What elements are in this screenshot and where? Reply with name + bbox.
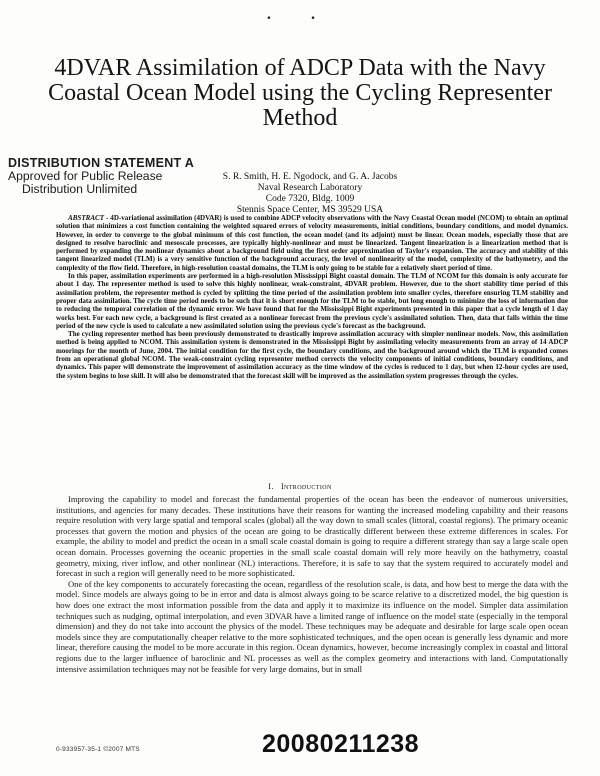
- title-line: 4DVAR Assimilation of ADCP Data with the Navy: [54, 55, 546, 81]
- distribution-unlimited: Distribution Unlimited: [22, 182, 138, 196]
- distribution-heading: DISTRIBUTION STATEMENT A: [8, 156, 195, 170]
- abstract-label: ABSTRACT: [68, 214, 105, 222]
- abstract-text: - 4D-variational assimilation (4DVAR) is used to combine ADCP velocity observations with the Navy Coastal Ocean model (NCOM) to obtain an optimal solution that minimizes a cost function containing the weighted squared errors of velocity measurements, initial conditions, boundary conditions, and model dynamics. However, in order to converge to the global minimum of this cost function, the ocean model (and its adjoint) must be linear. Ocean models, especially those that are designed to resolve baroclinic and mesoscale processes, are typically highly-nonlinear and must be linearized. Tangent linearization is a linearization method that is performed by expanding the nonlinear dynamics about a background field using the first order approximation of Taylor's expansion. The accuracy and stability of this tangent linearized model (TLM) is a very sensitive function of the background accuracy, the level of nonlinearity of the model, complexity of the bathymetry, and the complexity of the flow field. Therefore, in high-resolution coastal domains, the TLM is only going to be stable for a relatively short period of time.: [56, 214, 568, 272]
- abstract-paragraph: In this paper, assimilation experiments are performed in a high-resolution Mississippi Bight coastal domain. The TLM of NCOM for this domain is only accurate for about 1 day. The representer method is used to solve this highly nonlinear, weak-constraint, 4DVAR problem. However, due to the short stability time period of this assimilation problem, the representer method is cycled by splitting the time period of the assimilation problem into smaller cycles, therefore ensuring TLM stability and proper data assimilation. The cycle time period needs to be such that it is short enough for the TLM to be stable, but long enough to minimize the loss of information due to reducing the temporal correlation of the dynamic error. We have found that for the Mississippi Bight experiments presented in this paper that a cycle length of 1 day works best. For each new cycle, a background is first created as a nonlinear forecast from the previous cycle's assimilated solution. Then, data that falls within the time period of the new cycle is used to calculate a new assimilated solution using the previous cycle's forecast as the background.: [56, 272, 568, 330]
- abstract-paragraph: [56, 214, 568, 272]
- abstract-paragraph: The cycling representer method has been previously demonstrated to drastically improve assimilation accuracy with simpler nonlinear models. Now, this assimilation method is being applied to NCOM. This assimilation system is demonstrated in the Mississippi Bight by assimilating velocity measurements from an array of 14 ADCP moorings for the month of June, 2004. The initial condition for the first cycle, the boundary conditions, and the background around which the TLM is expanded comes from an operational global NCOM. The weak-constraint cycling representer method corrects the velocity components of initial conditions, boundary conditions, and dynamics. This paper will demonstrate the improvement of assimilation accuracy as the time window of the cycles is reduced to 1 day, but when 12-hour cycles are used, the system begins to lose skill. It will also be demonstrated that the forecast skill will be improved as the assimilation system progresses through the cycles.: [56, 330, 568, 380]
- section-title: Introduction: [280, 482, 332, 491]
- body-paragraph: Improving the capability to model and forecast the fundamental properties of the ocean has been the endeavor of numerous universities, institutions, and agencies for many decades. These institutions have their reasons for wanting the increased modeling capability and their reasons require resolution with very large spatial and temporal scales (global) all the way down to small scales (littoral, coastal regions). The primary oceanic processes that govern the motion and physics of the ocean are going to be drastically different between these extreme differences in scales. For example, the ability to model and predict the ocean in a small scale coastal domain is going to require a different strategy than say a large scale open ocean domain. Processes governing the oceanic properties in the small scale coastal domain will rely more heavily on the bathymetry, coastal geometry, mixing, river inflow, and other nonlinear (NL) interactions. Therefore, it is safe to say that the system required to accurately model and forecast in such a region will generally need to be more sophisticated.: [56, 494, 568, 579]
- author-location: Stennis Space Center, MS 39529 USA: [236, 205, 384, 215]
- author-names: S. R. Smith, H. E. Ngodock, and G. A. Jacobs: [222, 172, 398, 182]
- distribution-approval: Approved for Public Release: [8, 169, 163, 183]
- title-line: Coastal Ocean Model using the Cycling Representer: [48, 80, 552, 106]
- section-heading: [0, 482, 600, 491]
- section-number: I.: [268, 482, 274, 491]
- body-paragraph: One of the key components to accurately forecasting the ocean, regardless of the resolution scale, is data, and how best to merge the data with the model. Since models are always going to be in error and data is almost always going to be scarce relative to a discretized model, the big question is how does one extract the most information possible from the data and apply it to maximize its influence on the model. Simpler data assimilation techniques such as nudging, optimal interpolation, and even 3DVAR have a limited range of influence on the model state (especially in the temporal dimension) and they do not take into account the physics of the model. These techniques may be adequate and desirable for large scale open ocean models since they are computationally cheaper relative to the more sophisticated techniques, and the open ocean is generally less dynamic and more linear, therefore causing the model to be more accurate in this region. Ocean dynamics, however, become increasingly complex in coastal and littoral regions due to the larger influence of baroclinic and NL processes as well as the complex geometry and interactions with land. Computationally intensive assimilation techniques may not be feasible for very large domains, but in small: [56, 578, 568, 674]
- body-text: [56, 494, 568, 674]
- title-line: Method: [262, 105, 338, 131]
- author-affiliation: Naval Research Laboratory: [257, 183, 363, 193]
- paper-title: [0, 56, 600, 131]
- distribution-statement: [8, 156, 208, 196]
- isbn-copyright: 0-933957-35-1 ©2007 MTS: [56, 746, 140, 753]
- header-marks: • •: [266, 14, 334, 24]
- abstract: [56, 214, 568, 380]
- author-block: [212, 172, 408, 216]
- accession-stamp-number: 20080211238: [262, 730, 420, 758]
- author-code: Code 7320, Bldg. 1009: [265, 194, 355, 204]
